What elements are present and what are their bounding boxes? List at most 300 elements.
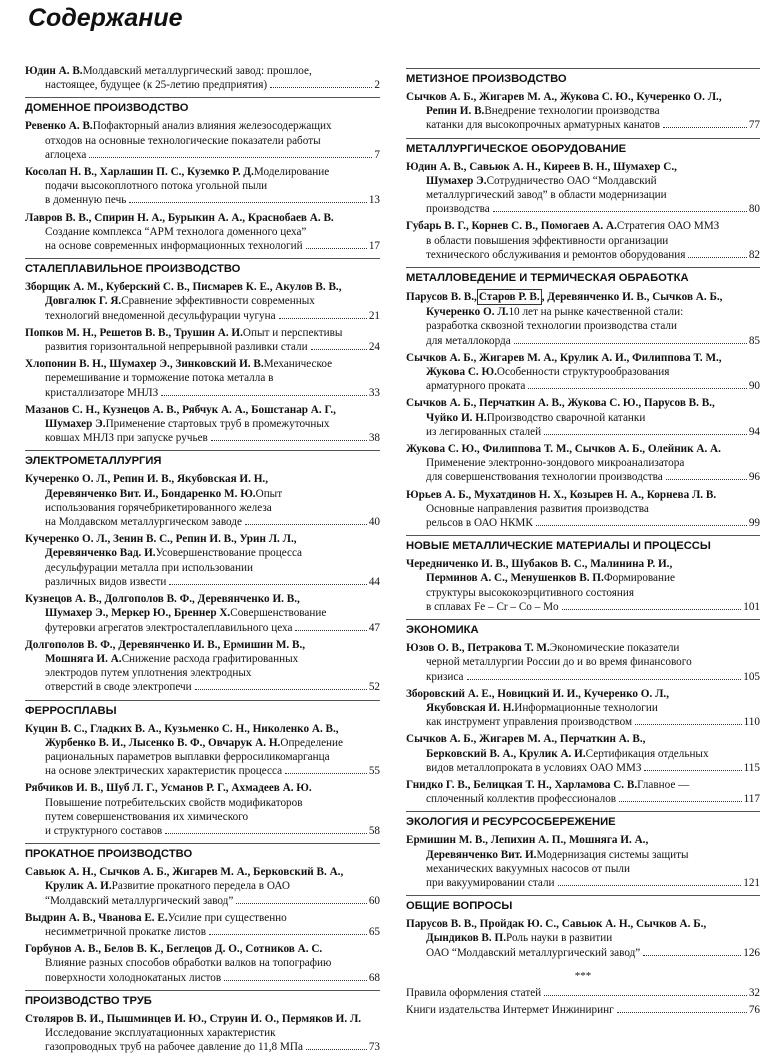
entry-line bbox=[25, 736, 380, 750]
page-number: 105 bbox=[743, 670, 760, 683]
section-title: ПРОИЗВОДСТВО ТРУБ bbox=[25, 990, 380, 1009]
page-number: 99 bbox=[748, 517, 760, 530]
entry-line bbox=[25, 64, 380, 78]
page-number: 55 bbox=[368, 765, 380, 778]
entry-line bbox=[406, 1003, 760, 1017]
dot-leader bbox=[643, 955, 741, 956]
entry-text: отходов на основные технологические показатели работы bbox=[45, 134, 321, 147]
entry-text: перемешивание и торможение потока металла в bbox=[45, 372, 274, 385]
dot-leader bbox=[209, 934, 367, 935]
entry-text: Исследование эксплуатационных характеристик bbox=[45, 1026, 276, 1039]
entry-text: Повышение потребительских свойств модификаторов bbox=[45, 796, 303, 809]
entry-line bbox=[25, 824, 380, 838]
page-number: 110 bbox=[743, 716, 760, 729]
dot-leader bbox=[617, 1012, 747, 1013]
section-title: ОБЩИЕ ВОПРОСЫ bbox=[406, 895, 760, 914]
entry-text: Производство сварочной катанки bbox=[486, 411, 646, 424]
toc-entry[interactable] bbox=[25, 472, 380, 529]
page-number: 38 bbox=[368, 432, 380, 445]
entry-line bbox=[406, 600, 760, 614]
entry-line bbox=[406, 305, 760, 319]
dot-leader bbox=[245, 524, 367, 525]
entry-authors: Дындиков В. П. bbox=[426, 932, 506, 945]
page-number: 52 bbox=[368, 681, 380, 694]
toc-section bbox=[406, 811, 760, 890]
toc-section bbox=[25, 450, 380, 694]
page-number: 76 bbox=[748, 1003, 760, 1016]
entry-authors: Деревянченко Вит. И., Бондаренко М. Ю. bbox=[45, 487, 256, 500]
toc-section bbox=[25, 990, 380, 1055]
entry-line bbox=[406, 319, 760, 333]
entry-authors: Губарь В. Г., Корнев С. В., Помогаев А. А. bbox=[406, 220, 617, 233]
dot-leader bbox=[666, 479, 747, 480]
toc-entry[interactable] bbox=[406, 732, 760, 775]
toc-entry[interactable] bbox=[406, 488, 760, 531]
page-number: 96 bbox=[748, 471, 760, 484]
entry-line bbox=[406, 188, 760, 202]
entry-line bbox=[25, 865, 380, 879]
entry-line bbox=[406, 761, 760, 775]
page-number: 60 bbox=[368, 894, 380, 907]
entry-line bbox=[406, 778, 760, 792]
entry-authors: Зборщик А. М., Куберский С. В., Писмарев К. Е., Акулов В. В., bbox=[25, 281, 342, 294]
page-number: 101 bbox=[743, 600, 760, 613]
entry-text: поверхности холоднокатаных листов bbox=[45, 971, 222, 984]
entry-text: Особенности структурообразования bbox=[496, 366, 670, 379]
entry-text: Информационные технологии bbox=[514, 701, 658, 714]
entry-authors: Кучеренко О. Л., Репин И. В., Якубовская И. Н., bbox=[25, 473, 269, 486]
entry-authors: Сычков А. Б., Жигарев М. А., Жукова С. Ю., Кучеренко О. Л., bbox=[406, 91, 722, 103]
toc-entry[interactable] bbox=[25, 592, 380, 635]
entry-line bbox=[25, 501, 380, 515]
entry-line bbox=[25, 309, 380, 323]
entry-text: Стратегия ОАО ММЗ bbox=[616, 220, 720, 233]
entry-text: разработка сквозной технологии производства стали bbox=[426, 320, 677, 333]
dot-leader bbox=[285, 773, 367, 774]
toc-entry[interactable] bbox=[25, 64, 380, 92]
entry-authors: Старов Р. В. bbox=[477, 289, 542, 305]
entry-text: на Молдавском металлургическом заводе bbox=[45, 516, 242, 529]
entry-text: для металлокорда bbox=[426, 334, 511, 347]
dot-leader bbox=[169, 584, 366, 585]
entry-authors: Деревянченко Вит. И. bbox=[426, 848, 537, 861]
entry-line bbox=[25, 956, 380, 970]
entry-line bbox=[406, 732, 760, 746]
entry-line bbox=[25, 796, 380, 810]
toc-section bbox=[406, 895, 760, 960]
toc-section bbox=[25, 258, 380, 445]
entry-authors: Перминов А. С., Менушенков В. П. bbox=[426, 572, 604, 585]
toc-entry[interactable] bbox=[25, 357, 380, 400]
entry-line bbox=[25, 680, 380, 694]
entry-text: кризиса bbox=[426, 670, 464, 683]
entry-text: Пофакторный анализ влияния железосодержащих bbox=[92, 120, 332, 133]
entry-text: Влияние разных способов обработки валков на топографию bbox=[45, 957, 332, 970]
entry-text: производства bbox=[426, 203, 490, 216]
entry-line bbox=[406, 655, 760, 669]
entry-text: сплоченный коллектив профессионалов bbox=[426, 793, 617, 806]
entry-text: механических вакуумных насосов от пыли bbox=[426, 862, 630, 875]
entry-text: Усилие при существенно bbox=[167, 911, 287, 924]
entry-authors: Мазанов С. Н., Кузнецов А. В., Рябчук А. А., Бошстанар А. Г., bbox=[25, 403, 336, 416]
entry-text: развития горизонтальной непрерывной разливки стали bbox=[45, 341, 308, 354]
toc-entry[interactable] bbox=[406, 641, 760, 684]
page-number: 13 bbox=[368, 194, 380, 207]
entry-line bbox=[406, 747, 760, 761]
entry-line bbox=[406, 488, 760, 502]
entry-text: использования горячебрикетированного железа bbox=[45, 501, 272, 514]
toc-entry[interactable] bbox=[25, 781, 380, 838]
dot-leader bbox=[528, 388, 746, 389]
entry-line bbox=[406, 687, 760, 701]
entry-line bbox=[406, 931, 760, 945]
entry-line bbox=[25, 179, 380, 193]
entry-authors: Рябчиков И. В., Шуб Л. Г., Усманов Р. Г., Ахмадеев А. Ю. bbox=[25, 782, 312, 795]
toc-entry[interactable] bbox=[25, 326, 380, 354]
entry-text: катанки для высокопрочных арматурных канатов bbox=[426, 119, 660, 132]
entry-text: Применение электронно-зондового микроанализатора bbox=[426, 457, 685, 470]
entry-text: для совершенствования технологии производства bbox=[426, 471, 663, 484]
entry-authors: Шумахер Э., Меркер Ю., Бреннер Х. bbox=[45, 607, 231, 620]
footer-entry[interactable] bbox=[406, 1003, 760, 1017]
entry-text: как инструмент управления производством bbox=[426, 716, 633, 729]
page-number: 21 bbox=[368, 309, 380, 322]
toc-entry[interactable] bbox=[25, 911, 380, 939]
toc-entry[interactable] bbox=[406, 687, 760, 730]
entry-line bbox=[25, 1012, 380, 1026]
toc-entry[interactable] bbox=[25, 865, 380, 908]
entry-text: футеровки агрегатов электросталеплавильного цеха bbox=[45, 621, 293, 634]
section-title: ЭЛЕКТРОМЕТАЛЛУРГИЯ bbox=[25, 450, 380, 469]
entry-line bbox=[25, 487, 380, 501]
entry-line bbox=[25, 78, 380, 92]
entry-line bbox=[25, 911, 380, 925]
dot-leader bbox=[544, 434, 747, 435]
page-number: 77 bbox=[748, 119, 760, 132]
entry-text: аглоцеха bbox=[45, 148, 87, 161]
entry-text: при вакуумировании стали bbox=[426, 876, 555, 889]
dot-leader bbox=[129, 202, 366, 203]
entry-text: Сертификация отдельных bbox=[585, 747, 709, 760]
entry-line bbox=[406, 586, 760, 600]
toc-entry[interactable] bbox=[25, 165, 380, 208]
dot-leader bbox=[536, 525, 747, 526]
entry-line bbox=[406, 351, 760, 365]
page-number: 121 bbox=[743, 876, 760, 889]
entry-line bbox=[406, 876, 760, 890]
entry-line bbox=[25, 971, 380, 985]
toc-entry[interactable] bbox=[25, 403, 380, 446]
page-number: 126 bbox=[743, 946, 760, 959]
right-column bbox=[406, 64, 760, 1020]
toc-entry[interactable] bbox=[406, 778, 760, 806]
entry-line bbox=[406, 862, 760, 876]
entry-line bbox=[406, 516, 760, 530]
dot-leader bbox=[236, 903, 366, 904]
toc-section bbox=[25, 64, 380, 92]
entry-text: технического обслуживания и ремонтов оборудования bbox=[426, 248, 686, 261]
entry-text: Создание комплекса “АРМ технолога доменного цеха” bbox=[45, 225, 307, 238]
entry-line bbox=[406, 219, 760, 233]
entry-text: на основе современных информационных технологий bbox=[45, 240, 303, 253]
entry-authors: Довгалюк Г. Я. bbox=[45, 295, 122, 308]
toc-entry[interactable] bbox=[406, 917, 760, 960]
section-title: СТАЛЕПЛАВИЛЬНОЕ ПРОИЗВОДСТВО bbox=[25, 258, 380, 277]
toc-entry[interactable] bbox=[25, 942, 380, 985]
entry-line bbox=[406, 234, 760, 248]
page-number: 94 bbox=[748, 425, 760, 438]
entry-text: Усовершенствование процесса bbox=[155, 547, 303, 560]
toc-entry[interactable] bbox=[406, 557, 760, 614]
page-number: 68 bbox=[368, 971, 380, 984]
entry-text: рациональных параметров выплавки ферросиликомарганца bbox=[45, 750, 330, 763]
entry-text: различных видов извести bbox=[45, 575, 167, 588]
entry-line bbox=[406, 946, 760, 960]
toc-entry[interactable] bbox=[25, 211, 380, 254]
footer-list bbox=[406, 986, 760, 1017]
entry-authors: Горбунов А. В., Белов В. К., Беглецов Д. О., Сотников А. С. bbox=[25, 943, 323, 956]
entry-text: в области повышения эффективности организации bbox=[426, 234, 669, 247]
left-column bbox=[25, 64, 380, 1059]
entry-line bbox=[25, 431, 380, 445]
dot-leader bbox=[224, 980, 367, 981]
entry-text: Формирование bbox=[603, 572, 675, 585]
dot-leader bbox=[635, 724, 742, 725]
entry-line bbox=[25, 781, 380, 795]
entry-line bbox=[25, 879, 380, 893]
entry-line bbox=[25, 515, 380, 529]
toc-section bbox=[25, 700, 380, 839]
entry-authors: Мошняга И. А. bbox=[45, 652, 122, 665]
entry-line bbox=[25, 652, 380, 666]
dot-leader bbox=[663, 127, 747, 128]
dot-leader bbox=[619, 801, 742, 802]
entry-line bbox=[25, 165, 380, 179]
entry-text: Механическое bbox=[263, 358, 333, 371]
entry-text: Модернизация системы защиты bbox=[536, 848, 689, 861]
entry-line bbox=[25, 280, 380, 294]
entry-line bbox=[25, 894, 380, 908]
toc-entry[interactable] bbox=[406, 90, 760, 133]
page-number: 82 bbox=[748, 248, 760, 261]
page-number: 40 bbox=[368, 516, 380, 529]
page-number: 33 bbox=[368, 386, 380, 399]
entry-line bbox=[25, 386, 380, 400]
entry-authors: Кузнецов А. В., Долгополов В. Ф., Деревянченко И. В., bbox=[25, 593, 300, 606]
section-title: ЭКОЛОГИЯ И РЕСУРСОСБЕРЕЖЕНИЕ bbox=[406, 811, 760, 830]
entry-authors: Парусов В. В., Пройдак Ю. С., Савьюк А. Н., Сычков А. Б., bbox=[406, 918, 707, 931]
entry-line bbox=[406, 641, 760, 655]
dot-leader bbox=[306, 248, 367, 249]
entry-line bbox=[406, 502, 760, 516]
entry-text: Снижение расхода графитированных bbox=[121, 652, 299, 665]
entry-text: Совершенствование bbox=[230, 607, 327, 620]
dot-leader bbox=[211, 440, 367, 441]
dot-leader bbox=[279, 318, 367, 319]
entry-text: Опыт bbox=[255, 487, 283, 500]
entry-authors: Якубовская И. Н. bbox=[426, 701, 515, 714]
entry-line bbox=[25, 722, 380, 736]
entry-line bbox=[406, 104, 760, 118]
entry-text: Моделирование bbox=[253, 166, 330, 179]
entry-text: Правила оформления статей bbox=[406, 986, 542, 999]
entry-line bbox=[25, 561, 380, 575]
toc-entry[interactable] bbox=[406, 396, 760, 439]
entry-text: в доменную печь bbox=[45, 194, 127, 207]
toc-entry[interactable] bbox=[406, 442, 760, 485]
entry-text: кристаллизаторе МНЛЗ bbox=[45, 386, 159, 399]
entry-text: электродов путем уплотнения электродных bbox=[45, 667, 252, 680]
right-sections bbox=[406, 68, 760, 960]
dot-leader bbox=[493, 211, 747, 212]
dot-leader bbox=[195, 689, 367, 690]
entry-authors: Кучеренко О. Л. bbox=[426, 306, 509, 319]
toc-entry[interactable] bbox=[406, 219, 760, 262]
entry-line bbox=[406, 833, 760, 847]
entry-text: металлургический завод” в области модернизации bbox=[426, 189, 667, 202]
entry-authors: Савьюк А. Н., Сычков А. Б., Жигарев М. А., Берковский В. А., bbox=[25, 866, 344, 879]
entry-text: рельсов в ОАО НКМК bbox=[426, 517, 533, 530]
dot-leader bbox=[644, 770, 741, 771]
toc-entry[interactable] bbox=[25, 119, 380, 162]
entry-text: десульфурации металла при использовании bbox=[45, 561, 253, 574]
page-number: 73 bbox=[368, 1041, 380, 1054]
toc-section bbox=[406, 535, 760, 614]
dot-leader bbox=[161, 395, 367, 396]
section-title: ДОМЕННОЕ ПРОИЗВОДСТВО bbox=[25, 97, 380, 116]
entry-line bbox=[25, 1026, 380, 1040]
entry-text: Основные направления развития производства bbox=[426, 502, 649, 515]
footer-entry[interactable] bbox=[406, 986, 760, 1000]
entry-line bbox=[25, 532, 380, 546]
section-title: МЕТАЛЛОВЕДЕНИЕ И ТЕРМИЧЕСКАЯ ОБРАБОТКА bbox=[406, 267, 760, 286]
entry-authors: , Деревянченко И. В., Сычков А. Б., bbox=[541, 291, 723, 304]
page-number: 32 bbox=[748, 986, 760, 999]
entry-authors: Крулик А. И. bbox=[45, 880, 112, 893]
entry-authors: Долгополов В. Ф., Деревянченко И. В., Ермишин М. В., bbox=[25, 638, 306, 651]
entry-line bbox=[25, 942, 380, 956]
section-title: НОВЫЕ МЕТАЛЛИЧЕСКИЕ МАТЕРИАЛЫ И ПРОЦЕССЫ bbox=[406, 535, 760, 554]
entry-line bbox=[25, 326, 380, 340]
toc-entry[interactable] bbox=[25, 280, 380, 323]
dot-leader bbox=[514, 343, 747, 344]
section-title: ПРОКАТНОЕ ПРОИЗВОДСТВО bbox=[25, 843, 380, 862]
entry-line bbox=[406, 365, 760, 379]
entry-line bbox=[25, 638, 380, 652]
entry-authors: Парусов В. В., bbox=[406, 291, 477, 304]
section-title: ЭКОНОМИКА bbox=[406, 619, 760, 638]
toc-entry[interactable] bbox=[25, 1012, 380, 1055]
entry-line bbox=[406, 202, 760, 216]
entry-line bbox=[406, 557, 760, 571]
entry-line bbox=[406, 442, 760, 456]
entry-line bbox=[25, 119, 380, 133]
entry-text: черной металлургии России до и во время финансового bbox=[426, 656, 692, 669]
toc-section bbox=[406, 138, 760, 262]
entry-line bbox=[25, 357, 380, 371]
entry-line bbox=[406, 715, 760, 729]
page-title: Содержание bbox=[28, 4, 183, 32]
toc-entry[interactable] bbox=[406, 833, 760, 890]
entry-line bbox=[25, 764, 380, 778]
entry-text: Применение стартовых труб в промежуточных bbox=[105, 418, 330, 431]
entry-line bbox=[406, 90, 760, 104]
toc-entry[interactable] bbox=[25, 722, 380, 779]
page-number: 58 bbox=[368, 824, 380, 837]
entry-text: на основе электрических характеристик процесса bbox=[45, 765, 283, 778]
entry-authors: Шумахер Э. bbox=[426, 174, 487, 187]
entry-text: видов металлопроката в условиях ОАО ММЗ bbox=[426, 761, 642, 774]
page-number: 44 bbox=[368, 575, 380, 588]
entry-text: Внедрение технологии производства bbox=[484, 105, 660, 118]
toc-entry[interactable] bbox=[406, 160, 760, 217]
entry-authors: Юдин А. В., Савьюк А. Н., Киреев В. Н., Шумахер С., bbox=[406, 160, 677, 173]
entry-text: Главное — bbox=[637, 778, 690, 791]
entry-line bbox=[406, 334, 760, 348]
entry-authors: Ермишин М. В., Лепихин А. П., Мошняга И. А., bbox=[406, 834, 649, 847]
entry-line bbox=[25, 148, 380, 162]
entry-authors: Берковский В. А., Крулик А. И. bbox=[426, 747, 586, 760]
entry-line bbox=[406, 289, 760, 305]
dot-leader bbox=[544, 995, 747, 996]
page-number: 7 bbox=[374, 148, 380, 161]
entry-text: подачи высокоплотного потока угольной пыли bbox=[45, 180, 268, 193]
page-number: 80 bbox=[748, 203, 760, 216]
entry-line bbox=[406, 571, 760, 585]
entry-authors: Юдин А. В. bbox=[25, 65, 83, 77]
toc-section bbox=[406, 619, 760, 806]
entry-line bbox=[25, 193, 380, 207]
toc-section bbox=[406, 267, 760, 530]
section-title: ФЕРРОСПЛАВЫ bbox=[25, 700, 380, 719]
toc-entry[interactable] bbox=[406, 289, 760, 348]
entry-text: технологий внедоменной десульфурации чугуна bbox=[45, 309, 276, 322]
entry-line bbox=[25, 810, 380, 824]
toc-entry[interactable] bbox=[25, 532, 380, 589]
entry-line bbox=[25, 371, 380, 385]
separator-stars: *** bbox=[574, 969, 592, 982]
entry-authors: Кучеренко О. Л., Зенин В. С., Репин И. В., Урин Л. Л., bbox=[25, 533, 297, 546]
toc-section bbox=[25, 843, 380, 985]
entry-authors: Гнидко Г. В., Белицкая Т. Н., Харламова С. В. bbox=[406, 778, 638, 791]
entry-text: несимметричной прокатке листов bbox=[45, 925, 206, 938]
entry-line bbox=[406, 670, 760, 684]
entry-line bbox=[406, 701, 760, 715]
entry-line bbox=[25, 666, 380, 680]
entry-text: Сотрудничество ОАО “Молдавский bbox=[486, 174, 657, 187]
entry-text: 10 лет на рынке качественной стали: bbox=[508, 306, 684, 319]
dot-leader bbox=[270, 87, 372, 88]
toc-entry[interactable] bbox=[25, 638, 380, 695]
dot-leader bbox=[306, 1049, 367, 1050]
entry-line bbox=[25, 750, 380, 764]
entry-authors: Косолап Н. В., Харлашин П. С., Куземко Р. Д. bbox=[25, 166, 254, 179]
toc-entry[interactable] bbox=[406, 351, 760, 394]
entry-text: настоящее, будущее (к 25-летию предприятия) bbox=[45, 79, 268, 92]
entry-line bbox=[25, 606, 380, 620]
page-number: 2 bbox=[374, 79, 380, 92]
entry-line bbox=[406, 248, 760, 262]
entry-line bbox=[25, 134, 380, 148]
entry-authors: Хлопонин В. Н., Шумахер Э., Зинковский И. В. bbox=[25, 358, 264, 371]
entry-authors: Выдрин А. В., Чванова Е. Е. bbox=[25, 911, 168, 924]
dot-leader bbox=[688, 257, 746, 258]
entry-line bbox=[25, 472, 380, 486]
dot-leader bbox=[295, 630, 366, 631]
entry-text: арматурного проката bbox=[426, 380, 526, 393]
entry-text: Молдавский металлургический завод: прошлое, bbox=[82, 65, 312, 77]
entry-line bbox=[25, 340, 380, 354]
